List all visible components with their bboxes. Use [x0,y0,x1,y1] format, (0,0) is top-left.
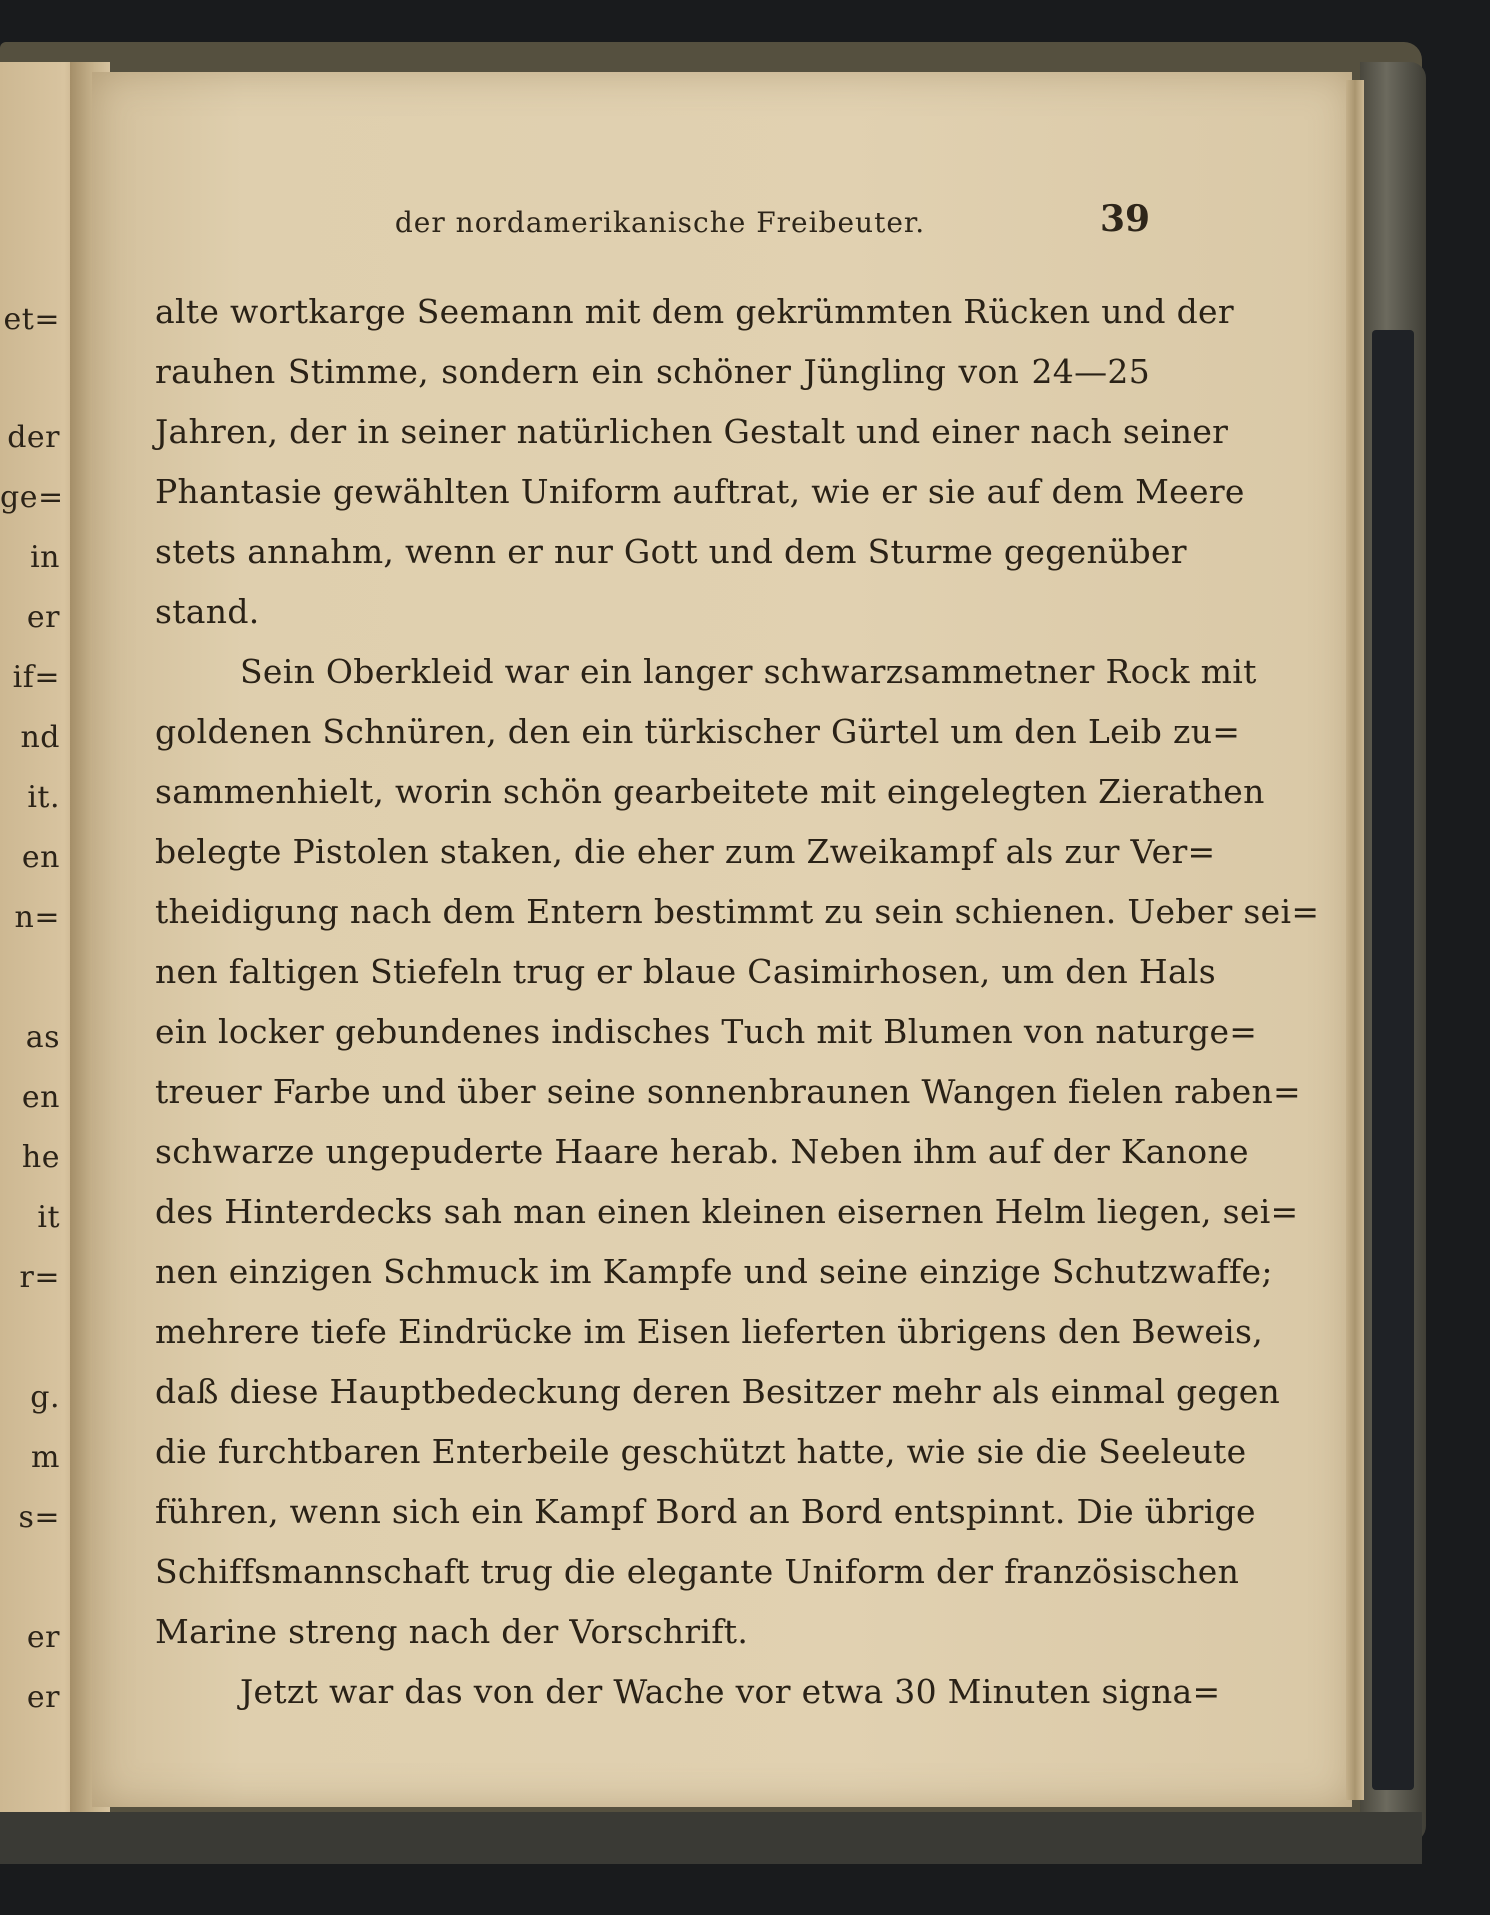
right-page [92,72,1352,1807]
left-fragment: der [7,420,60,455]
text-line: des Hinterdecks sah man einen kleinen eisernen Helm liegen, sei= [155,1192,1299,1231]
left-fragment: in [30,540,60,575]
text-line: rauhen Stimme, sondern ein schöner Jüngling von 24—25 [155,352,1150,391]
text-line: Jahren, der in seiner natürlichen Gestalt und einer nach seiner [155,412,1229,451]
left-fragment: if= [12,660,60,695]
text-line: theidigung nach dem Entern bestimmt zu sein schienen. Ueber sei= [155,892,1320,931]
left-fragment: er [26,600,60,635]
left-fragment: g. [30,1380,60,1415]
left-fragment: n= [14,900,60,935]
text-line: goldenen Schnüren, den ein türkischer Gürtel um den Leib zu= [155,712,1241,751]
left-fragment: en [21,840,60,875]
left-fragment: er [26,1620,60,1655]
text-line: Marine streng nach der Vorschrift. [155,1612,749,1651]
left-fragment: s= [18,1500,60,1535]
left-fragment: as [25,1020,60,1055]
text-line: Sein Oberkleid war ein langer schwarzsammetner Rock mit [240,652,1257,691]
text-line: alte wortkarge Seemann mit dem gekrümmten Rücken und der [155,292,1234,331]
text-line: stand. [155,592,260,631]
bottom-board [0,1812,1422,1864]
text-line: führen, wenn sich ein Kampf Bord an Bord entspinnt. Die übrige [155,1492,1256,1531]
left-fragment: he [21,1140,60,1175]
cover-edge-strip [1372,330,1414,1790]
page-number: 39 [1100,198,1151,240]
text-line: die furchtbaren Enterbeile geschützt hatte, wie sie die Seeleute [155,1432,1247,1471]
left-fragment: et= [3,302,60,337]
text-line: mehrere tiefe Eindrücke im Eisen lieferten übrigens den Beweis, [155,1312,1264,1351]
left-fragment: en [21,1080,60,1115]
left-fragment: it [37,1200,60,1235]
running-header: der nordamerikanische Freibeuter. [394,206,926,239]
left-fragment: it. [27,780,60,815]
text-line: Schiffsmannschaft trug die elegante Uniform der französischen [155,1552,1240,1591]
text-line: sammenhielt, worin schön gearbeitete mit eingelegten Zierathen [155,772,1265,811]
left-page-text [0,0,92,1915]
left-fragment: nd [20,720,60,755]
text-line: stets annahm, wenn er nur Gott und dem Sturme gegenüber [155,532,1187,571]
left-fragment: m [31,1440,60,1475]
text-line: nen faltigen Stiefeln trug er blaue Casimirhosen, um den Hals [155,952,1217,991]
left-fragment: ge= [0,480,64,515]
text-line: belegte Pistolen staken, die eher zum Zweikampf als zur Ver= [155,832,1216,871]
text-line: Phantasie gewählten Uniform auftrat, wie er sie auf dem Meere [155,472,1245,511]
text-line: Jetzt war das von der Wache vor etwa 30 Minuten signa= [240,1672,1221,1711]
text-line: nen einzigen Schmuck im Kampfe und seine einzige Schutzwaffe; [155,1252,1273,1291]
text-line: daß diese Hauptbedeckung deren Besitzer mehr als einmal gegen [155,1372,1281,1411]
text-line: schwarze ungepuderte Haare herab. Neben ihm auf der Kanone [155,1132,1249,1171]
page-block-edge [1346,80,1364,1800]
left-fragment: r= [19,1260,60,1295]
left-fragment: er [26,1680,60,1715]
text-line: ein locker gebundenes indisches Tuch mit Blumen von naturge= [155,1012,1258,1051]
text-line: treuer Farbe und über seine sonnenbraunen Wangen fielen raben= [155,1072,1301,1111]
